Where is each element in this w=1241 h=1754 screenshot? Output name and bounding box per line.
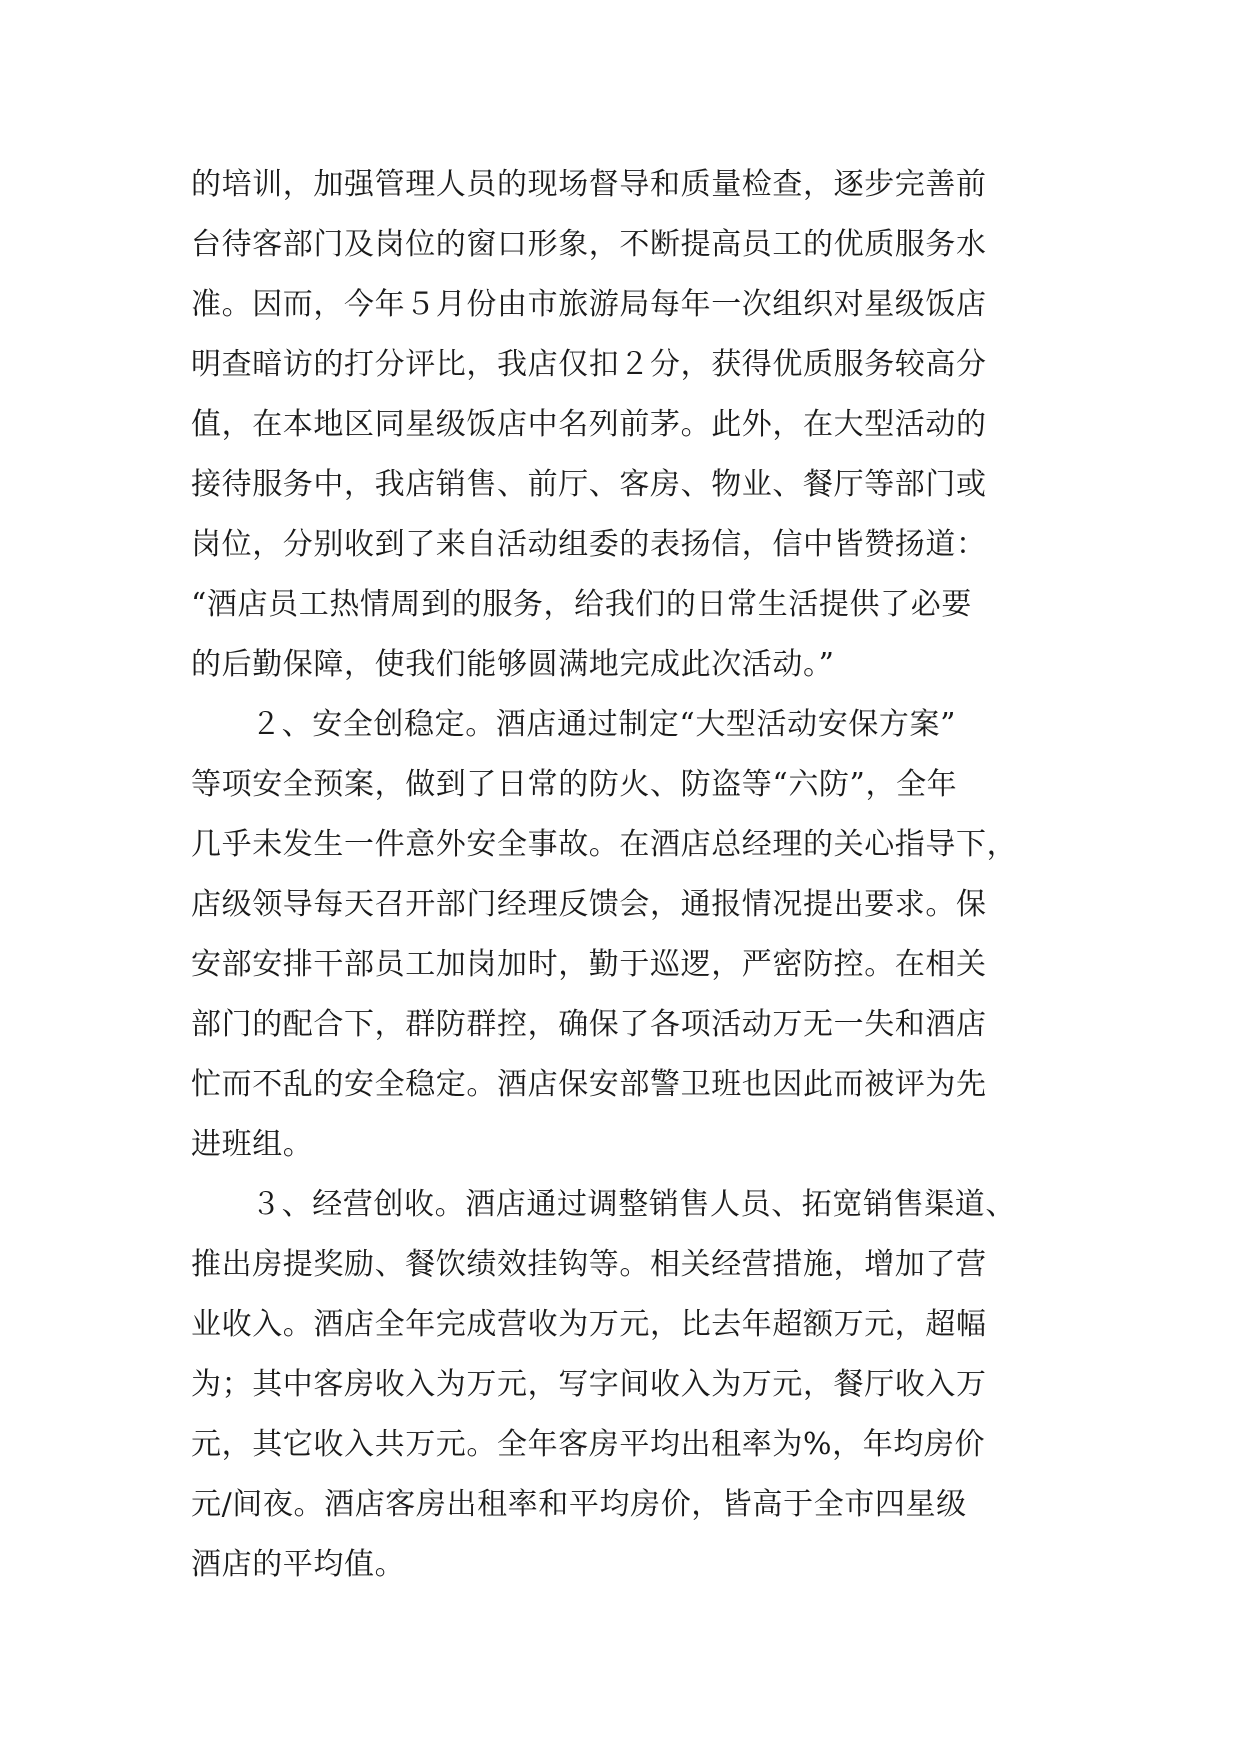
text-line: 的后勤保障，使我们能够圆满地完成此次活动。” bbox=[191, 647, 835, 682]
text-line: ２、安全创稳定。酒店通过制定“大型活动安保方案” bbox=[251, 707, 957, 742]
text-line: 安部安排干部员工加岗加时，勤于巡逻，严密防控。在相关 bbox=[191, 947, 987, 982]
text-line: 等项安全预案，做到了日常的防火、防盗等“六防”，全年 bbox=[191, 767, 958, 802]
text-line: 元/间夜。酒店客房出租率和平均房价，皆高于全市四星级 bbox=[191, 1487, 967, 1522]
text-line: 为；其中客房收入为万元，写字间收入为万元，餐厅收入万 bbox=[191, 1367, 987, 1402]
text-line: 进班组。 bbox=[191, 1127, 314, 1162]
text-line: 元，其它收入共万元。全年客房平均出租率为%，年均房价 bbox=[191, 1427, 986, 1462]
text-line: 推出房提奖励、餐饮绩效挂钩等。相关经营措施，增加了营 bbox=[191, 1247, 987, 1282]
text-line: 的培训，加强管理人员的现场督导和质量检查，逐步完善前 bbox=[191, 167, 987, 202]
text-line: 店级领导每天召开部门经理反馈会，通报情况提出要求。保 bbox=[191, 887, 987, 922]
text-line: 明查暗访的打分评比，我店仅扣２分，获得优质服务较高分 bbox=[191, 347, 987, 382]
text-line: 岗位，分别收到了来自活动组委的表扬信，信中皆赞扬道： bbox=[191, 527, 987, 562]
paragraph-safety-stability bbox=[191, 695, 1051, 1175]
text-line: 台待客部门及岗位的窗口形象，不断提高员工的优质服务水 bbox=[191, 227, 987, 262]
text-line: ３、经营创收。酒店通过调整销售人员、拓宽销售渠道、 bbox=[251, 1187, 1016, 1222]
paragraph-business-revenue bbox=[191, 1175, 1051, 1595]
text-line: 几乎未发生一件意外安全事故。在酒店总经理的关心指导下， bbox=[191, 827, 1018, 862]
paragraph-training-service bbox=[191, 155, 1051, 695]
text-line: “酒店员工热情周到的服务，给我们的日常生活提供了必要 bbox=[191, 587, 972, 622]
text-line: 接待服务中，我店销售、前厅、客房、物业、餐厅等部门或 bbox=[191, 467, 987, 502]
text-line: 忙而不乱的安全稳定。酒店保安部警卫班也因此而被评为先 bbox=[191, 1067, 987, 1102]
text-line: 酒店的平均值。 bbox=[191, 1547, 406, 1582]
text-line: 部门的配合下，群防群控，确保了各项活动万无一失和酒店 bbox=[191, 1007, 987, 1042]
document-body bbox=[191, 155, 1051, 1595]
text-line: 值，在本地区同星级饭店中名列前茅。此外，在大型活动的 bbox=[191, 407, 987, 442]
text-line: 业收入。酒店全年完成营收为万元，比去年超额万元，超幅 bbox=[191, 1307, 987, 1342]
text-line: 准。因而，今年５月份由市旅游局每年一次组织对星级饭店 bbox=[191, 287, 987, 322]
